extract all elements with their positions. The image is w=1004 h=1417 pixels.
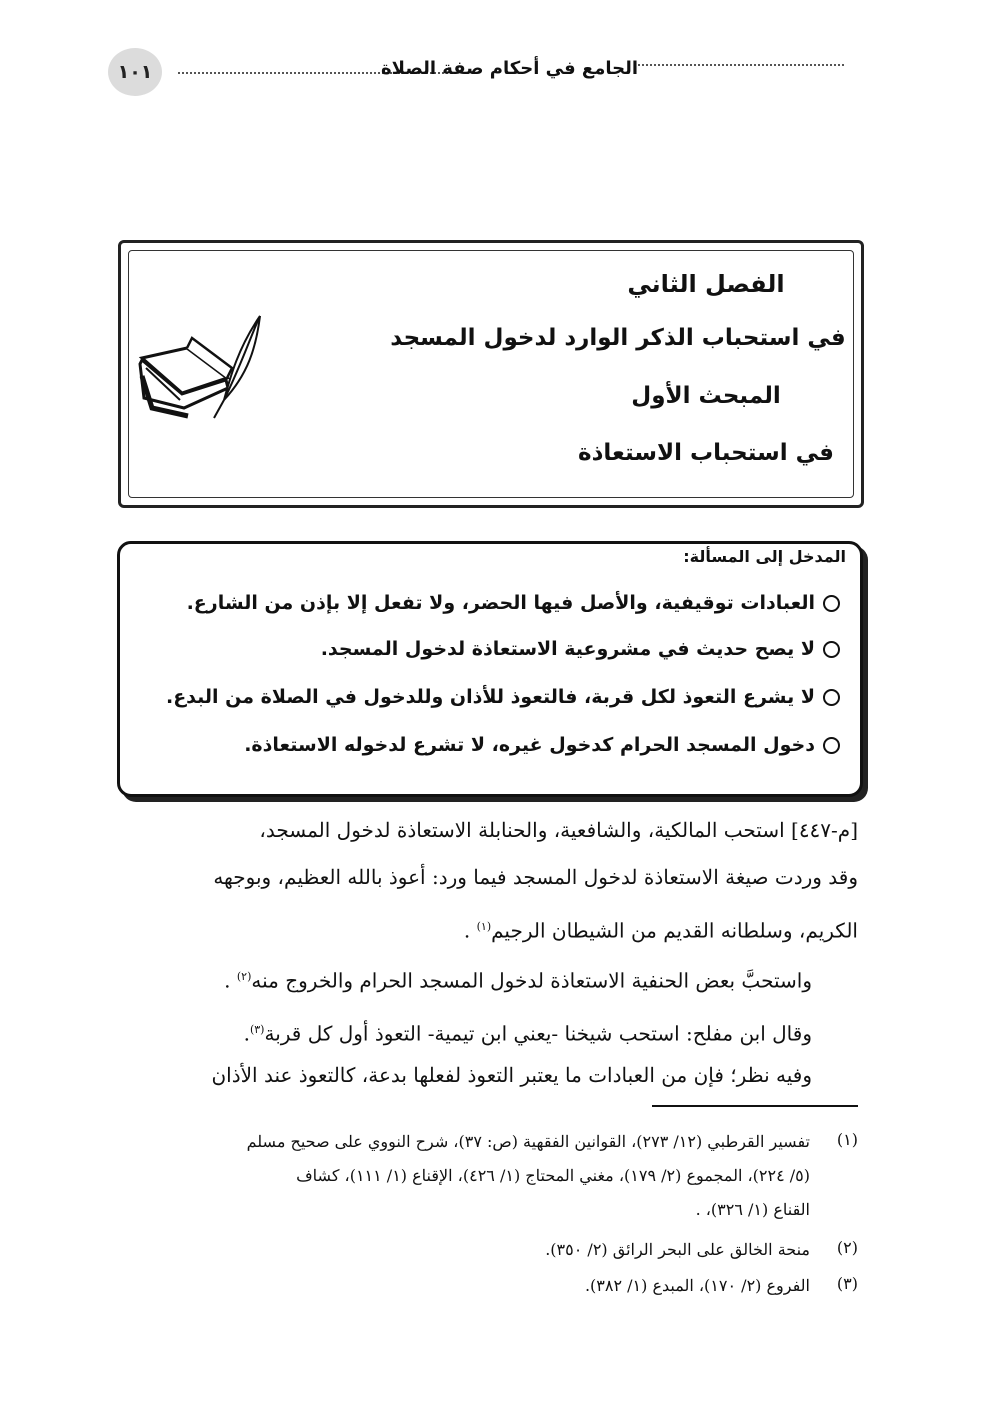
- body-line: الكريم، وسلطانه القديم من الشيطان الرجيم$^{(١)}$ .: [463, 918, 858, 943]
- footnote-line: القناع (١/ ٣٢٦)، .: [695, 1200, 810, 1219]
- footnote-number: (٣): [836, 1274, 858, 1293]
- bullet-circle-icon: [823, 737, 840, 754]
- section-title: المبحث الأول: [631, 383, 781, 409]
- page-header: [108, 48, 848, 98]
- chapter-subtitle: في استحباب الذكر الوارد لدخول المسجد: [390, 325, 846, 351]
- summary-title: المدخل إلى المسألة:: [683, 547, 846, 566]
- summary-box: [117, 541, 863, 797]
- summary-item: لا يصح حديث في مشروعية الاستعاذة لدخول المسجد.: [321, 638, 840, 660]
- body-line: [م-٤٤٧] استحب المالكية، والشافعية، والحنابلة الاستعاذة لدخول المسجد،: [259, 818, 858, 842]
- summary-item: دخول المسجد الحرام كدخول غيره، لا تشرع لدخوله الاستعاذة.: [244, 734, 840, 756]
- header-dotted-rule-right: [638, 64, 844, 66]
- book-and-quill-icon: [132, 308, 282, 426]
- summary-item: لا يشرع التعوذ لكل قربة، فالتعوذ للأذان وللدخول في الصلاة من البدع.: [166, 686, 840, 708]
- footnote-number: (١): [836, 1130, 858, 1149]
- bullet-circle-icon: [823, 689, 840, 706]
- footnote-ref: (٣): [249, 1023, 265, 1036]
- body-line: وقد وردت صيغة الاستعاذة لدخول المسجد فيما ورد: أعوذ بالله العظيم، وبوجهه: [213, 865, 858, 889]
- running-title: الجامع في أحكام صفة الصلاة: [381, 58, 638, 79]
- body-line: وقال ابن مفلح: استحب شيخنا -يعني ابن تيمية- التعوذ أول كل قربة$^{(٣)}$.: [243, 1021, 812, 1046]
- section-subtitle: في استحباب الاستعاذة: [578, 440, 834, 466]
- footnote-separator: [652, 1105, 858, 1107]
- page-number: ١٠١: [108, 48, 162, 96]
- footnote-number: (٢): [836, 1238, 858, 1257]
- footnote-line: تفسير القرطبي (١٢/ ٢٧٣)، القوانين الفقهية (ص: ٣٧)، شرح النووي على صحيح مسلم: [246, 1132, 810, 1151]
- body-line: واستحبَّ بعض الحنفية الاستعاذة لدخول المسجد الحرام والخروج منه$^{(٢)}$ .: [224, 968, 812, 993]
- summary-item: العبادات توقيفية، والأصل فيها الحضر، ولا تفعل إلا بإذن من الشارع.: [187, 592, 840, 614]
- bullet-circle-icon: [823, 641, 840, 658]
- footnote-line: (٥/ ٢٢٤)، المجموع (٢/ ١٧٩)، مغني المحتاج (١/ ٤٢٦)، الإقناع (١/ ١١١)، كشاف: [296, 1166, 810, 1185]
- footnote-line: منحة الخالق على البحر الرائق (٢/ ٣٥٠).: [545, 1240, 810, 1259]
- chapter-title: الفصل الثاني: [627, 270, 785, 298]
- footnote-line: الفروع (٢/ ١٧٠)، المبدع (١/ ٣٨٢).: [584, 1276, 810, 1295]
- footnote-ref: (١): [476, 920, 492, 933]
- bullet-circle-icon: [823, 595, 840, 612]
- body-line: وفيه نظر؛ فإن من العبادات ما يعتبر التعوذ لفعلها بدعة، كالتعوذ عند الأذان: [211, 1063, 812, 1087]
- footnote-ref: (٢): [236, 970, 252, 983]
